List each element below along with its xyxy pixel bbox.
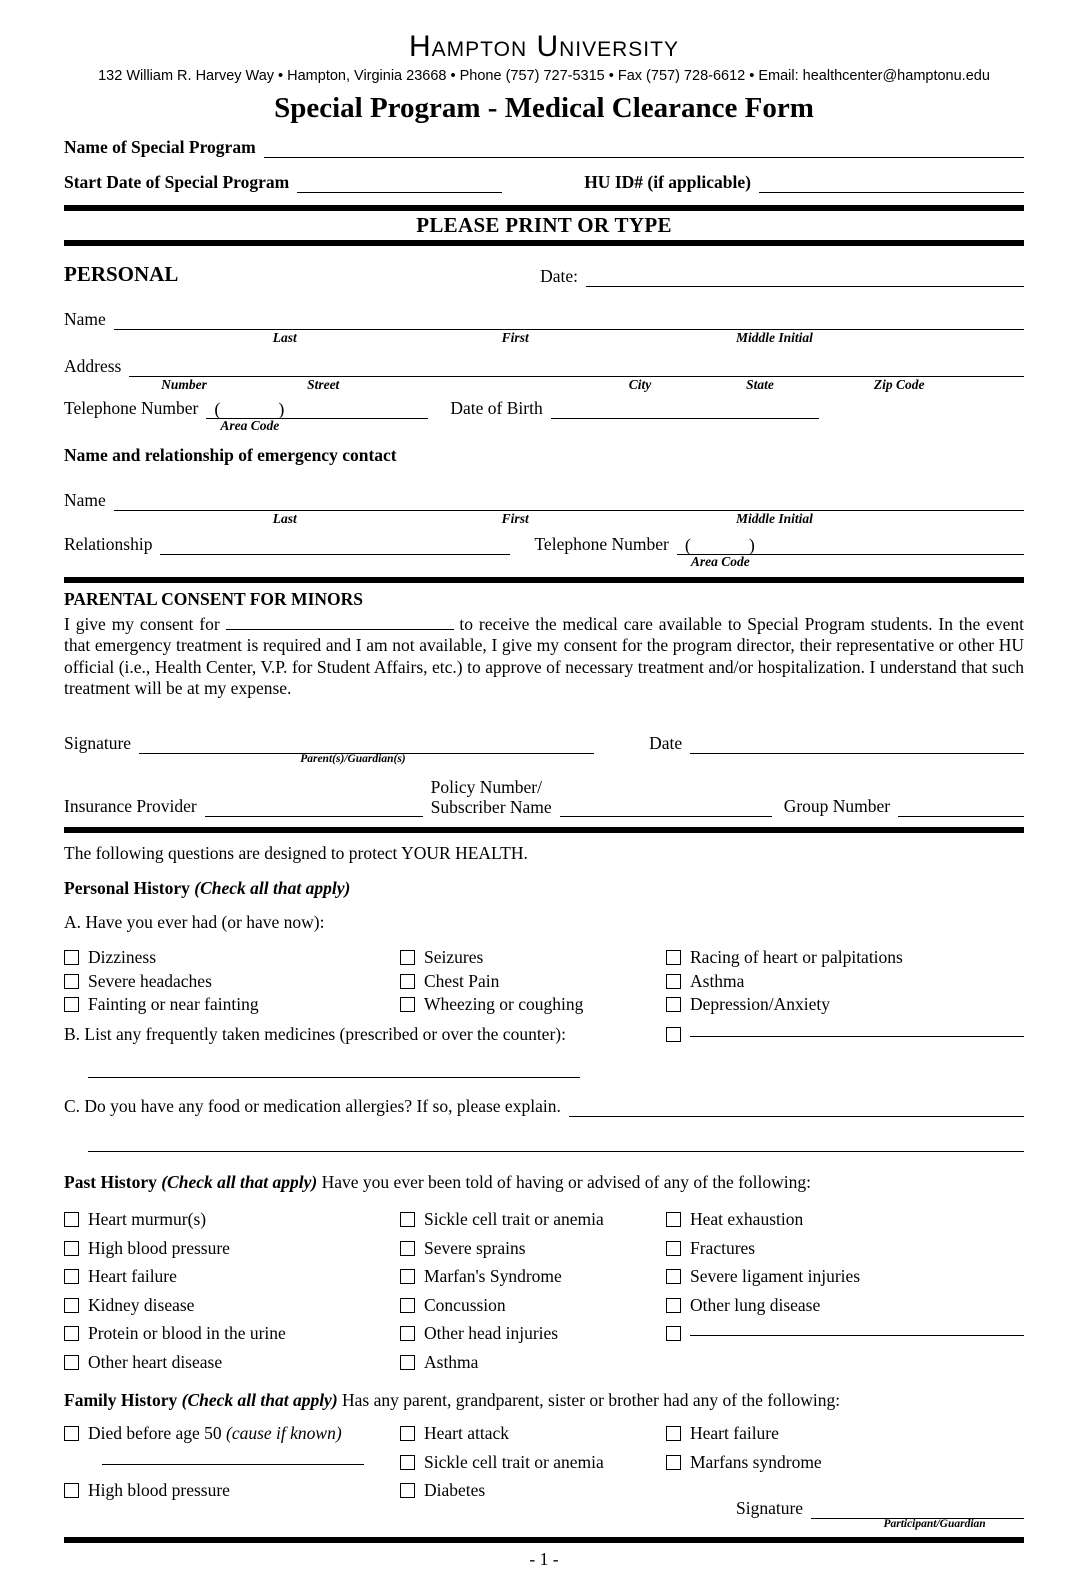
checkbox-label: Other heart disease — [88, 1351, 223, 1372]
checkbox-item — [400, 1262, 666, 1291]
checkbox[interactable] — [400, 1483, 415, 1498]
checkbox-label: Depression/Anxiety — [690, 994, 830, 1015]
checkbox[interactable] — [64, 1326, 79, 1341]
insurance-provider-input-line[interactable] — [205, 812, 423, 817]
sublabel-first: First — [501, 330, 529, 345]
checkbox-label: Seizures — [424, 947, 484, 968]
form-header — [64, 30, 1024, 125]
question-a: A. Have you ever had (or have now): — [64, 911, 325, 932]
checkbox-item — [64, 1476, 400, 1505]
group-number-label: Group Number — [783, 795, 891, 816]
emergency-telephone-input-line[interactable] — [677, 535, 1024, 569]
checkbox[interactable] — [400, 1298, 415, 1313]
sublabel-street: Street — [307, 377, 340, 392]
checkbox-item — [64, 1319, 400, 1348]
checkbox-label: Dizziness — [88, 947, 157, 968]
checkbox[interactable] — [64, 1241, 79, 1256]
consent-student-name-input-line[interactable] — [226, 617, 454, 630]
checkbox-item — [64, 1348, 400, 1377]
consent-signature-row — [64, 733, 1024, 766]
sublabel-state: State — [746, 377, 774, 392]
checkbox-label: Asthma — [424, 1351, 479, 1372]
checkbox-item — [666, 969, 1024, 993]
checkbox[interactable] — [400, 974, 415, 989]
checkbox-label: Heart attack — [424, 1423, 510, 1444]
medicines-other-input-line[interactable] — [690, 1032, 1024, 1037]
paren-open: ( — [684, 535, 691, 555]
personal-history-grid — [64, 946, 1024, 1017]
checkbox[interactable] — [400, 997, 415, 1012]
divider-bar — [64, 577, 1024, 583]
checkbox-item — [64, 1419, 400, 1448]
checkbox-label: Severe sprains — [424, 1237, 526, 1258]
participant-signature-label: Signature — [736, 1498, 804, 1519]
relationship-row — [64, 534, 1024, 569]
sublabel-last: Last — [272, 511, 297, 526]
program-date-row — [64, 172, 1024, 193]
relationship-input-line[interactable] — [160, 550, 510, 555]
policy-subscriber-label: Policy Number/ Subscriber Name — [430, 777, 552, 817]
checkbox-item — [666, 1291, 1024, 1320]
checkbox[interactable] — [400, 1426, 415, 1441]
group-number-input-line[interactable] — [898, 812, 1024, 817]
checkbox-item — [64, 1205, 400, 1234]
name-sublabels — [64, 330, 1024, 347]
emergency-name-row — [64, 490, 1024, 511]
checkbox[interactable] — [666, 1426, 681, 1441]
divider-bar — [64, 1537, 1024, 1543]
allergies-input-line[interactable] — [569, 1112, 1024, 1117]
consent-date-input-line[interactable] — [690, 749, 1024, 754]
question-b-row — [64, 1024, 1024, 1045]
sublabel-number: Number — [161, 377, 207, 392]
telephone-input-line[interactable] — [206, 399, 428, 433]
participant-signature-row — [736, 1498, 1024, 1531]
program-name-row — [64, 137, 1024, 158]
checkbox-label: Racing of heart or palpitations — [690, 947, 903, 968]
consent-date-label: Date — [649, 733, 683, 754]
checkbox-label: Concussion — [424, 1294, 506, 1315]
sublabel-first: First — [501, 511, 529, 526]
checkbox-label: Marfans syndrome — [690, 1451, 822, 1472]
allergies-input-line-2[interactable] — [88, 1147, 1024, 1152]
health-intro: The following questions are designed to protect YOUR HEALTH. — [64, 842, 528, 863]
checkbox-item — [666, 1448, 1024, 1477]
checkbox[interactable] — [400, 1455, 415, 1470]
page-number: - 1 - — [529, 1549, 559, 1570]
checkbox-item — [400, 1448, 666, 1477]
participant-signature-input-line[interactable] — [811, 1514, 1024, 1531]
checkbox[interactable] — [666, 1269, 681, 1284]
participant-signature-sublabel: Participant/Guardian — [883, 1518, 986, 1531]
checkbox-item — [666, 946, 1024, 970]
name-row — [64, 309, 1024, 330]
family-history-grid — [64, 1419, 1024, 1531]
checkbox-label: High blood pressure — [88, 1237, 230, 1258]
checkbox-item — [64, 969, 400, 993]
checkbox[interactable] — [666, 1455, 681, 1470]
checkbox-label: Fractures — [690, 1237, 756, 1258]
sublabel-last: Last — [272, 330, 297, 345]
checkbox-item — [400, 969, 666, 993]
checkbox-item — [64, 993, 400, 1017]
checkbox[interactable] — [666, 997, 681, 1012]
question-b: B. List any frequently taken medicines (prescribed or over the counter): — [64, 1024, 566, 1045]
paren-close: ) — [748, 535, 755, 555]
policy-number-input-line[interactable] — [560, 812, 772, 817]
checkbox-item — [400, 1476, 666, 1505]
checkbox-label: Other head injuries — [424, 1323, 559, 1344]
telephone-row — [64, 398, 1024, 433]
program-start-date-label: Start Date of Special Program — [64, 172, 290, 192]
consent-text-before: I give my consent for — [64, 614, 220, 634]
checkbox-item — [666, 1205, 1024, 1234]
checkbox-item — [400, 946, 666, 970]
checkbox[interactable] — [400, 1241, 415, 1256]
checkbox-item — [400, 1234, 666, 1263]
past-col3 — [666, 1205, 1024, 1376]
checkbox-label: Heart failure — [88, 1266, 177, 1287]
parental-consent-heading: PARENTAL CONSENT FOR MINORS — [64, 589, 363, 609]
checkbox-label: Died before age 50 (cause if known) — [88, 1423, 342, 1444]
question-c-row — [64, 1096, 1024, 1117]
checkbox-label: Asthma — [690, 970, 745, 991]
date-of-birth-label: Date of Birth — [450, 398, 543, 418]
checkbox-item — [400, 1348, 666, 1377]
question-c: C. Do you have any food or medication allergies? If so, please explain. — [64, 1096, 561, 1117]
checkbox-item — [64, 1291, 400, 1320]
form-title: Special Program - Medical Clearance Form — [274, 92, 814, 124]
signature-sublabel: Parent(s)/Guardian(s) — [300, 753, 406, 766]
checkbox-item — [400, 1419, 666, 1448]
personal-section-title: PERSONAL — [64, 262, 179, 286]
signature-label: Signature — [64, 733, 132, 754]
checkbox-item — [666, 1319, 1024, 1348]
checkbox[interactable] — [64, 1298, 79, 1313]
checkbox-label: Heart murmur(s) — [88, 1209, 207, 1230]
checkbox-item — [64, 1262, 400, 1291]
ph-col1 — [64, 946, 400, 1017]
sublabel-zip-code: Zip Code — [873, 377, 925, 392]
checkbox-item — [400, 993, 666, 1017]
telephone-label: Telephone Number — [64, 398, 199, 418]
checkbox[interactable] — [64, 1212, 79, 1227]
ph-col3 — [666, 946, 1024, 1017]
checkbox-label: Fainting or near fainting — [88, 994, 259, 1015]
checkbox[interactable] — [666, 1241, 681, 1256]
checkbox[interactable] — [64, 1483, 79, 1498]
insurance-row — [64, 778, 1024, 817]
divider-bar — [64, 827, 1024, 833]
checkbox-label: Other lung disease — [690, 1294, 821, 1315]
emergency-telephone-label: Telephone Number — [534, 534, 669, 554]
checkbox-label: Heat exhaustion — [690, 1209, 804, 1230]
area-code-label: Area Code — [220, 418, 280, 433]
checkbox[interactable] — [666, 1027, 681, 1042]
checkbox-item — [666, 1419, 1024, 1448]
insurance-provider-label: Insurance Provider — [64, 795, 197, 816]
personal-section-row — [64, 262, 1024, 287]
checkbox-item — [400, 1319, 666, 1348]
relationship-label: Relationship — [64, 534, 153, 554]
checkbox-label: Wheezing or coughing — [424, 994, 584, 1015]
address-label: Address — [64, 356, 122, 376]
checkbox[interactable] — [64, 974, 79, 989]
checkbox-item — [400, 1205, 666, 1234]
checkbox[interactable] — [400, 1212, 415, 1227]
checkbox[interactable] — [64, 997, 79, 1012]
checkbox-label: Diabetes — [424, 1480, 486, 1501]
family-history-heading: Family History (Check all that apply) Has any parent, grandparent, sister or brother had any of the following: — [64, 1390, 841, 1411]
family-col1 — [64, 1419, 400, 1519]
checkbox-label: High blood pressure — [88, 1480, 230, 1501]
checkbox-item — [666, 1234, 1024, 1263]
checkbox[interactable] — [666, 950, 681, 965]
checkbox[interactable] — [64, 1355, 79, 1370]
checkbox-label: Severe headaches — [88, 970, 212, 991]
parental-consent-paragraph — [64, 614, 1024, 699]
cause-if-known-input-line[interactable] — [102, 1460, 364, 1465]
checkbox[interactable] — [400, 950, 415, 965]
hu-id-input-line[interactable] — [759, 188, 1024, 193]
name-label: Name — [64, 309, 106, 329]
checkbox-label: Sickle cell trait or anemia — [424, 1209, 604, 1230]
checkbox[interactable] — [666, 1298, 681, 1313]
ph-col2 — [400, 946, 666, 1017]
paren-open: ( — [214, 399, 221, 419]
paren-close: ) — [278, 399, 285, 419]
checkbox[interactable] — [666, 974, 681, 989]
program-name-label: Name of Special Program — [64, 137, 256, 157]
personal-history-heading: Personal History (Check all that apply) — [64, 877, 351, 898]
cause-line-row — [64, 1448, 400, 1477]
emergency-name-label: Name — [64, 490, 106, 510]
address-sublabels — [64, 377, 1024, 394]
checkbox-label: Kidney disease — [88, 1294, 195, 1315]
past-col2 — [400, 1205, 666, 1376]
signature-input-line[interactable] — [139, 749, 594, 766]
address-row — [64, 356, 1024, 377]
divider-bar — [64, 240, 1024, 246]
sublabel-city: City — [628, 377, 652, 392]
family-col3 — [666, 1419, 1024, 1531]
checkbox-item — [666, 1262, 1024, 1291]
area-code-label: Area Code — [690, 554, 750, 569]
emergency-name-sublabels — [64, 511, 1024, 528]
university-address-line: 132 William R. Harvey Way • Hampton, Virginia 23668 • Phone (757) 727-5315 • Fax (757) 728-6612 • Email: healthcenter@hamptonu.edu — [98, 68, 990, 84]
hu-id-label: HU ID# (if applicable) — [584, 172, 751, 192]
medicines-input-line[interactable] — [88, 1073, 580, 1078]
checkbox-item — [64, 946, 400, 970]
program-name-input-line[interactable] — [264, 153, 1024, 158]
checkbox-label: Marfan's Syndrome — [424, 1266, 562, 1287]
checkbox-label: Severe ligament injuries — [690, 1266, 861, 1287]
checkbox[interactable] — [666, 1326, 681, 1341]
print-or-type-banner: PLEASE PRINT OR TYPE — [416, 213, 672, 237]
program-start-date-input-line[interactable] — [297, 188, 502, 193]
sublabel-middle-initial: Middle Initial — [735, 511, 813, 526]
date-label: Date: — [540, 266, 578, 286]
emergency-contact-heading: Name and relationship of emergency contact — [64, 445, 397, 465]
checkbox-label: Chest Pain — [424, 970, 500, 991]
past-history-grid — [64, 1205, 1024, 1376]
checkbox[interactable] — [400, 1355, 415, 1370]
university-name: Hampton University — [409, 30, 679, 63]
checkbox-label: Protein or blood in the urine — [88, 1323, 286, 1344]
checkbox[interactable] — [64, 1426, 79, 1441]
checkbox[interactable] — [64, 1269, 79, 1284]
date-of-birth-input-line[interactable] — [551, 414, 819, 419]
checkbox[interactable] — [666, 1212, 681, 1227]
checkbox[interactable] — [64, 950, 79, 965]
date-input-line[interactable] — [586, 282, 1024, 287]
checkbox-item — [400, 1291, 666, 1320]
past-history-other-input-line[interactable] — [690, 1331, 1024, 1336]
checkbox-label: Heart failure — [690, 1423, 779, 1444]
family-col2 — [400, 1419, 666, 1519]
divider-bar — [64, 205, 1024, 211]
checkbox-item — [666, 1027, 1024, 1042]
sublabel-middle-initial: Middle Initial — [735, 330, 813, 345]
checkbox-item — [666, 993, 1024, 1017]
consent-text-after: to receive the medical care available to Special Program students. In the event that emergency treatment is required and I am not available, I give my consent for the program director, their representative or other HU official (i.e., Health Center, V.P. for Student Affairs, etc.) to approve of necessary treatment and/or hospitalization. I understand that such treatment will be at my expense. — [64, 614, 1025, 699]
past-col1 — [64, 1205, 400, 1376]
past-history-heading: Past History (Check all that apply) Have you ever been told of having or advised of any of the following: — [64, 1172, 812, 1193]
checkbox-label: Sickle cell trait or anemia — [424, 1451, 604, 1472]
checkbox[interactable] — [400, 1326, 415, 1341]
checkbox[interactable] — [400, 1269, 415, 1284]
checkbox-item — [64, 1234, 400, 1263]
